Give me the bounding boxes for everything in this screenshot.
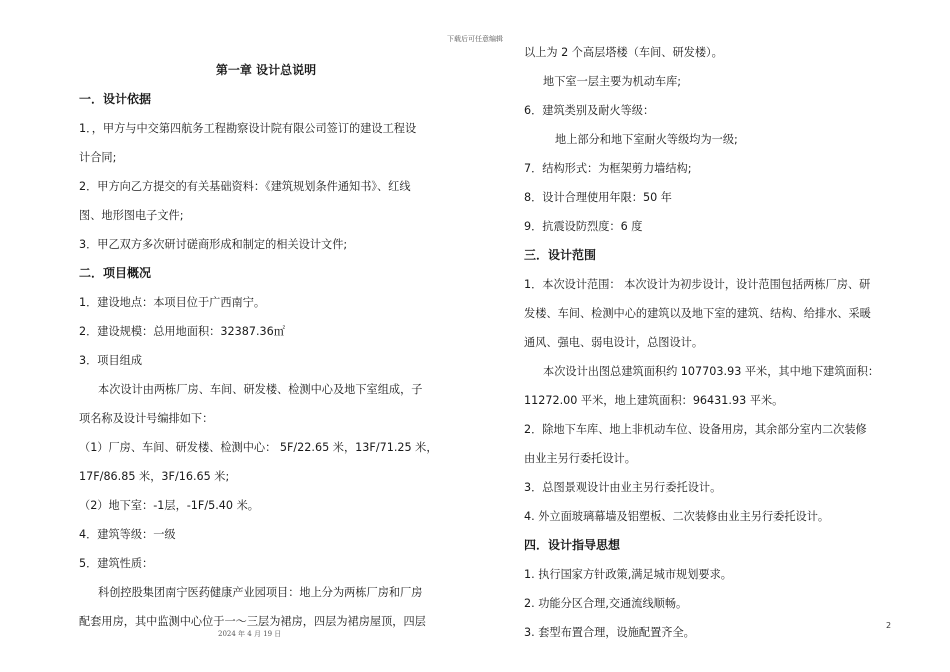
paragraph-line: （2）地下室：-1层，-1F/5.40 米。: [79, 499, 259, 512]
paragraph-line: 9．抗震设防烈度：6 度: [524, 220, 643, 233]
paragraph-line: 3. 套型布置合理，设施配置齐全。: [524, 626, 695, 639]
paragraph-line: 2．建设规模：总用地面积：32387.36㎡: [79, 325, 285, 338]
paragraph-line: 4．建筑等级：一级: [79, 528, 176, 541]
left-column: [79, 56, 453, 636]
paragraph-line: 17F/86.85 米，3F/16.65 米;: [79, 470, 230, 483]
paragraph-line: 2. 功能分区合理,交通流线顺畅。: [524, 597, 688, 610]
footer-date: 2024 年 4 月 19 日: [218, 630, 282, 638]
header-note: 下载后可任意编辑: [447, 35, 503, 43]
paragraph-line: 发楼、车间、检测中心的建筑以及地下室的建筑、结构、给排水、采暖: [524, 307, 871, 320]
paragraph-line: 8．设计合理使用年限：50 年: [524, 191, 672, 204]
paragraph-line: 2．除地下车库、地上非机动车位、设备用房，其余部分室内二次装修: [524, 423, 867, 436]
paragraph-line: 地下室一层主要为机动车库;: [543, 75, 682, 88]
paragraph-line: 项名称及设计号编排如下：: [79, 412, 214, 425]
section-heading: 二．项目概况: [79, 266, 152, 280]
paragraph-line: 1．本次设计范围： 本次设计为初步设计，设计范围包括两栋厂房、研: [524, 278, 871, 291]
paragraph-line: （1）厂房、车间、研发楼、检测中心： 5F/22.65 米，13F/71.25 米，: [79, 441, 438, 454]
section-heading: 三．设计范围: [524, 248, 597, 262]
right-column: [524, 38, 896, 647]
section-heading: 一．设计依据: [79, 92, 152, 106]
paragraph-line: 6．建筑类别及耐火等级：: [524, 104, 655, 117]
paragraph-line: 5．建筑性质：: [79, 557, 154, 570]
paragraph-line: 科创控股集团南宁医药健康产业园项目：地上分为两栋厂房和厂房: [98, 586, 423, 599]
paragraph-line: 3．甲乙双方多次研讨磋商形成和制定的相关设计文件;: [79, 238, 348, 251]
paragraph-line: 地上部分和地下室耐火等级均为一级;: [555, 133, 738, 146]
paragraph-line: 由业主另行委托设计。: [524, 452, 636, 465]
page-number: 2: [886, 621, 892, 630]
paragraph-line: 3．项目组成: [79, 354, 143, 367]
paragraph-line: 以上为 2 个高层塔楼（车间、研发楼）。: [524, 46, 723, 59]
paragraph-line: 3．总图景观设计由业主另行委托设计。: [524, 481, 722, 494]
paragraph-line: 1．，甲方与中交第四航务工程勘察设计院有限公司签订的建设工程设: [79, 122, 417, 135]
paragraph-line: 2．甲方向乙方提交的有关基础资料：《建筑规划条件通知书》、红线: [79, 180, 411, 193]
left-lines: [79, 85, 453, 636]
paragraph-line: 1．建设地点：本项目位于广西南宁。: [79, 296, 266, 309]
paragraph-line: 4. 外立面玻璃幕墙及铝塑板、二次装修由业主另行委托设计。: [524, 510, 830, 523]
paragraph-line: 图、地形图电子文件;: [79, 209, 184, 222]
paragraph-line: 配套用房，其中监测中心位于一～三层为裙房，四层为裙房屋顶，四层: [79, 615, 426, 628]
right-lines: [524, 38, 896, 647]
paragraph-line: 计合同;: [79, 151, 117, 164]
paragraph-line: 通风、强电、弱电设计，总图设计。: [524, 336, 704, 349]
paragraph-line: 7．结构形式：为框架剪力墙结构;: [524, 162, 692, 175]
paragraph-line: 本次设计由两栋厂房、车间、研发楼、检测中心及地下室组成，子: [98, 383, 423, 396]
chapter-title: 第一章 设计总说明: [215, 63, 317, 77]
paragraph-line: 本次设计出图总建筑面积约 107703.93 平米，其中地下建筑面积：: [543, 365, 880, 378]
paragraph-line: 1. 执行国家方针政策,满足城市规划要求。: [524, 568, 732, 581]
section-heading: 四．设计指导思想: [524, 538, 621, 552]
paragraph-line: 11272.00 平米，地上建筑面积：96431.93 平米。: [524, 394, 784, 407]
